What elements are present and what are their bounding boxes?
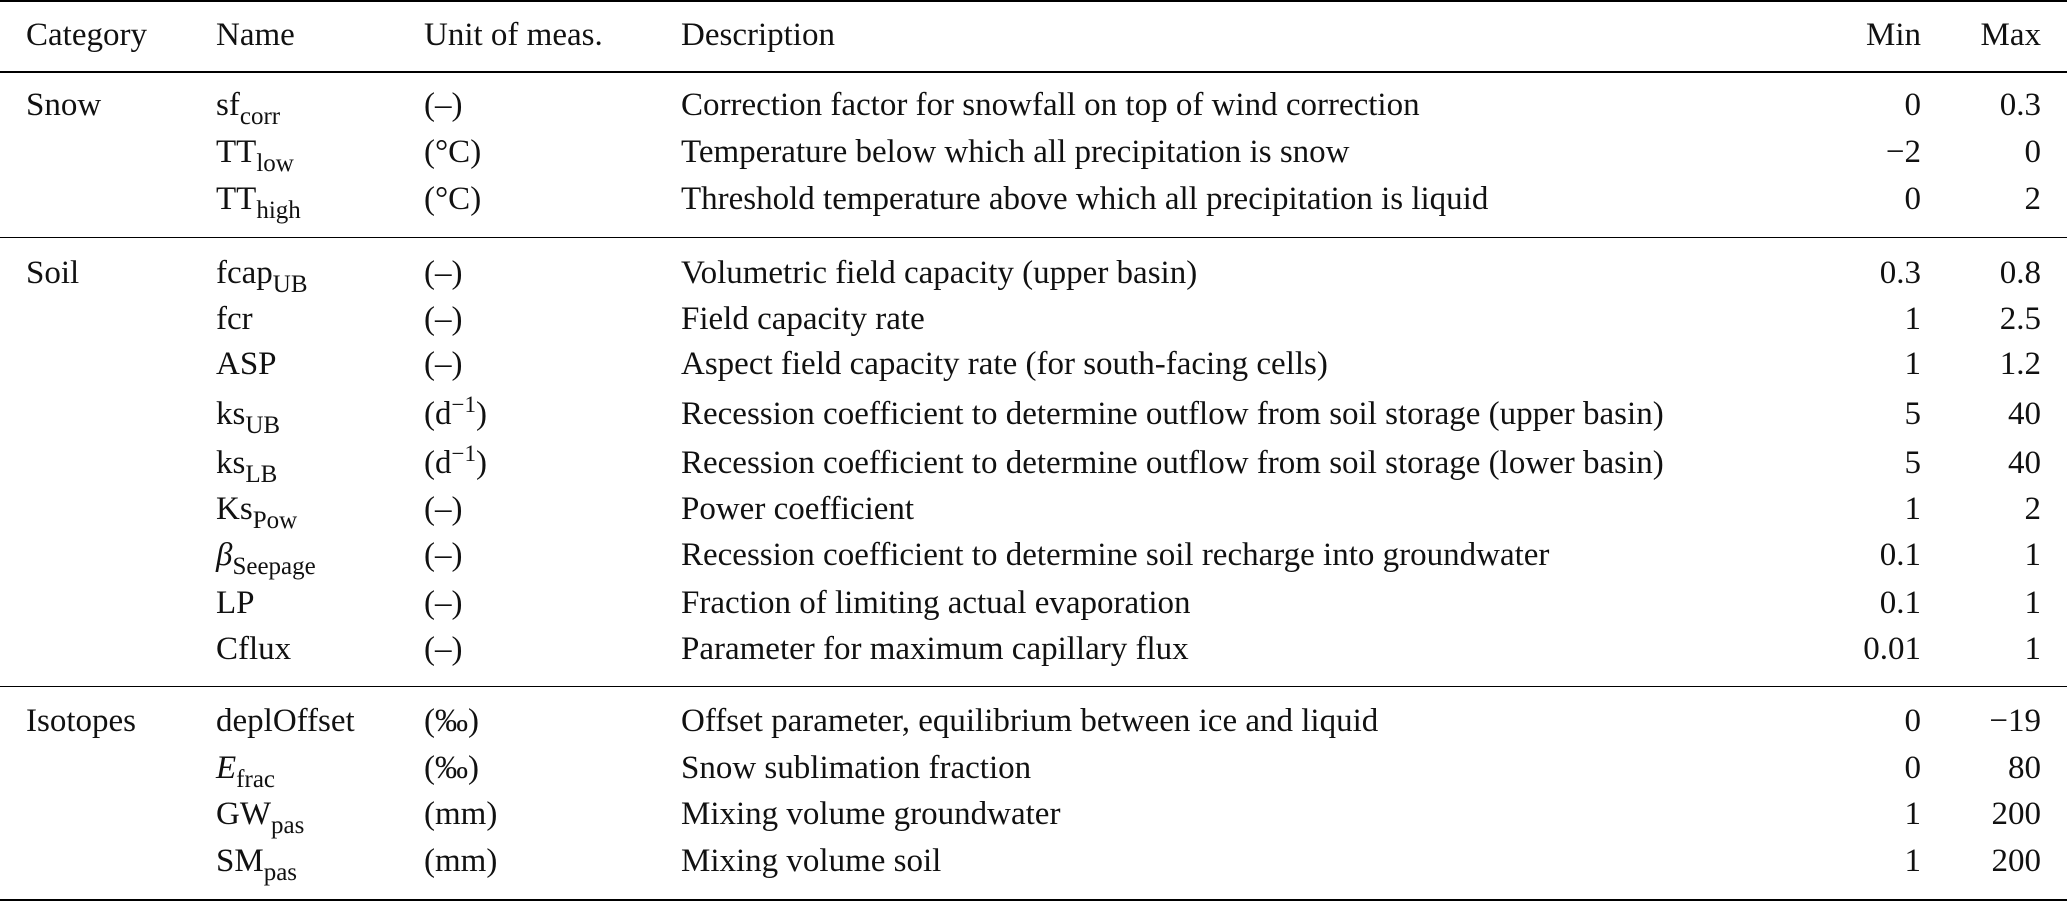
param-unit: (–) bbox=[424, 301, 463, 337]
top-rule bbox=[0, 0, 2067, 2]
param-max: 0.3 bbox=[1999, 87, 2041, 123]
param-description: Recession coefficient to determine outflow from soil storage (upper basin) bbox=[681, 396, 1664, 432]
param-unit: (mm) bbox=[424, 796, 498, 832]
param-min: 0 bbox=[1904, 750, 1921, 786]
param-name: $ks_{UB}$ bbox=[216, 396, 281, 439]
param-unit: (‰) bbox=[424, 750, 479, 786]
param-description: Volumetric field capacity (upper basin) bbox=[681, 255, 1198, 291]
param-description: Recession coefficient to determine soil recharge into groundwater bbox=[681, 537, 1550, 573]
param-min: 1 bbox=[1904, 796, 1921, 832]
table-row bbox=[0, 176, 2067, 222]
param-unit: (–) bbox=[424, 87, 463, 123]
param-name: LP bbox=[216, 585, 255, 621]
header-min: Min bbox=[1865, 17, 1921, 53]
param-max: 0.8 bbox=[1999, 255, 2041, 291]
param-description: Threshold temperature above which all precipitation is liquid bbox=[681, 181, 1489, 217]
table-row bbox=[0, 791, 2067, 837]
param-unit: (°C) bbox=[424, 181, 482, 217]
param-name: deplOffset bbox=[216, 703, 355, 739]
param-name: $\beta_{Seepage}$ bbox=[216, 537, 316, 580]
header-max: Max bbox=[1980, 17, 2041, 53]
param-description: Mixing volume soil bbox=[681, 843, 942, 879]
param-max: 2 bbox=[2024, 491, 2041, 527]
param-description: Offset parameter, equilibrium between ice and liquid bbox=[681, 703, 1379, 739]
param-unit: (–) bbox=[424, 255, 463, 291]
table-row bbox=[0, 82, 2067, 128]
param-description: Power coefficient bbox=[681, 491, 915, 527]
param-min: 5 bbox=[1904, 445, 1921, 481]
param-max: 2 bbox=[2024, 181, 2041, 217]
param-min: 0 bbox=[1904, 181, 1921, 217]
param-name: Cflux bbox=[216, 631, 292, 667]
param-max: 1 bbox=[2024, 631, 2041, 667]
param-description: Snow sublimation fraction bbox=[681, 750, 1032, 786]
header-name: Name bbox=[216, 17, 295, 53]
table-row bbox=[0, 250, 2067, 296]
param-max: 200 bbox=[1991, 796, 2041, 832]
param-unit: (–) bbox=[424, 491, 463, 527]
param-min: 0.01 bbox=[1863, 631, 1921, 667]
table-row bbox=[0, 341, 2067, 387]
header-rule bbox=[0, 71, 2067, 73]
category-snow: Snow bbox=[26, 87, 102, 123]
param-min: 0 bbox=[1904, 87, 1921, 123]
param-description: Mixing volume groundwater bbox=[681, 796, 1061, 832]
table-row bbox=[0, 129, 2067, 175]
param-max: 1 bbox=[2024, 537, 2041, 573]
param-description: Parameter for maximum capillary flux bbox=[681, 631, 1189, 667]
param-name: $TT_{low}$ bbox=[216, 134, 294, 177]
param-min: 1 bbox=[1904, 843, 1921, 879]
param-min: 0.1 bbox=[1879, 537, 1921, 573]
param-min: 1 bbox=[1904, 301, 1921, 337]
param-min: 1 bbox=[1904, 491, 1921, 527]
table-row bbox=[0, 698, 2067, 744]
category-isotopes: Isotopes bbox=[26, 703, 136, 739]
param-description: Fraction of limiting actual evaporation bbox=[681, 585, 1191, 621]
param-max: 2.5 bbox=[1999, 301, 2041, 337]
header-description: Description bbox=[681, 17, 835, 53]
param-max: 40 bbox=[2008, 445, 2041, 481]
param-name: $E_{frac}$ bbox=[216, 750, 276, 793]
param-max: 200 bbox=[1991, 843, 2041, 879]
param-name: $GW_{pas}$ bbox=[216, 796, 305, 839]
param-min: 5 bbox=[1904, 396, 1921, 432]
param-name: $sf_{corr}$ bbox=[216, 87, 281, 130]
param-max: 40 bbox=[2008, 396, 2041, 432]
table-row bbox=[0, 838, 2067, 884]
param-unit: (mm) bbox=[424, 843, 498, 879]
table-row bbox=[0, 532, 2067, 578]
param-name: $ks_{LB}$ bbox=[216, 445, 278, 488]
param-name: fcr bbox=[216, 301, 253, 337]
param-max: 1 bbox=[2024, 585, 2041, 621]
table-row bbox=[0, 745, 2067, 791]
header-unit: Unit of meas. bbox=[424, 17, 603, 53]
table-row bbox=[0, 580, 2067, 626]
param-description: Temperature below which all precipitation is snow bbox=[681, 134, 1350, 170]
param-max: 1.2 bbox=[1999, 346, 2041, 382]
param-min: 0 bbox=[1904, 703, 1921, 739]
param-description: Correction factor for snowfall on top of wind correction bbox=[681, 87, 1420, 123]
section-divider bbox=[0, 686, 2067, 687]
table-row bbox=[0, 296, 2067, 342]
param-name: $TT_{high}$ bbox=[216, 181, 301, 224]
param-max: −19 bbox=[1989, 703, 2041, 739]
table-row bbox=[0, 391, 2067, 437]
section-divider bbox=[0, 237, 2067, 238]
param-unit: $(d^{-1})$ bbox=[424, 392, 487, 432]
param-max: 0 bbox=[2024, 134, 2041, 170]
param-min: −2 bbox=[1885, 134, 1921, 170]
param-description: Field capacity rate bbox=[681, 301, 925, 337]
param-unit: (–) bbox=[424, 346, 463, 382]
header-row bbox=[0, 12, 2067, 58]
param-name: $Ks_{Pow}$ bbox=[216, 491, 298, 534]
table-row bbox=[0, 486, 2067, 532]
param-min: 1 bbox=[1904, 346, 1921, 382]
table-row bbox=[0, 626, 2067, 672]
param-unit: (–) bbox=[424, 631, 463, 667]
param-name: ASP bbox=[216, 346, 277, 382]
param-name: fcap$_{UB}$ bbox=[216, 255, 308, 298]
param-max: 80 bbox=[2008, 750, 2041, 786]
param-unit: $(d^{-1})$ bbox=[424, 441, 487, 481]
param-unit: (°C) bbox=[424, 134, 482, 170]
param-min: 0.1 bbox=[1879, 585, 1921, 621]
table-row bbox=[0, 440, 2067, 486]
param-name: $SM_{pas}$ bbox=[216, 843, 298, 886]
param-unit: (‰) bbox=[424, 703, 479, 739]
category-soil: Soil bbox=[26, 255, 80, 291]
param-unit: (–) bbox=[424, 585, 463, 621]
param-description: Aspect field capacity rate (for south-facing cells) bbox=[681, 346, 1328, 382]
header-category: Category bbox=[26, 17, 147, 53]
param-unit: (–) bbox=[424, 537, 463, 573]
param-min: 0.3 bbox=[1879, 255, 1921, 291]
param-description: Recession coefficient to determine outflow from soil storage (lower basin) bbox=[681, 445, 1664, 481]
